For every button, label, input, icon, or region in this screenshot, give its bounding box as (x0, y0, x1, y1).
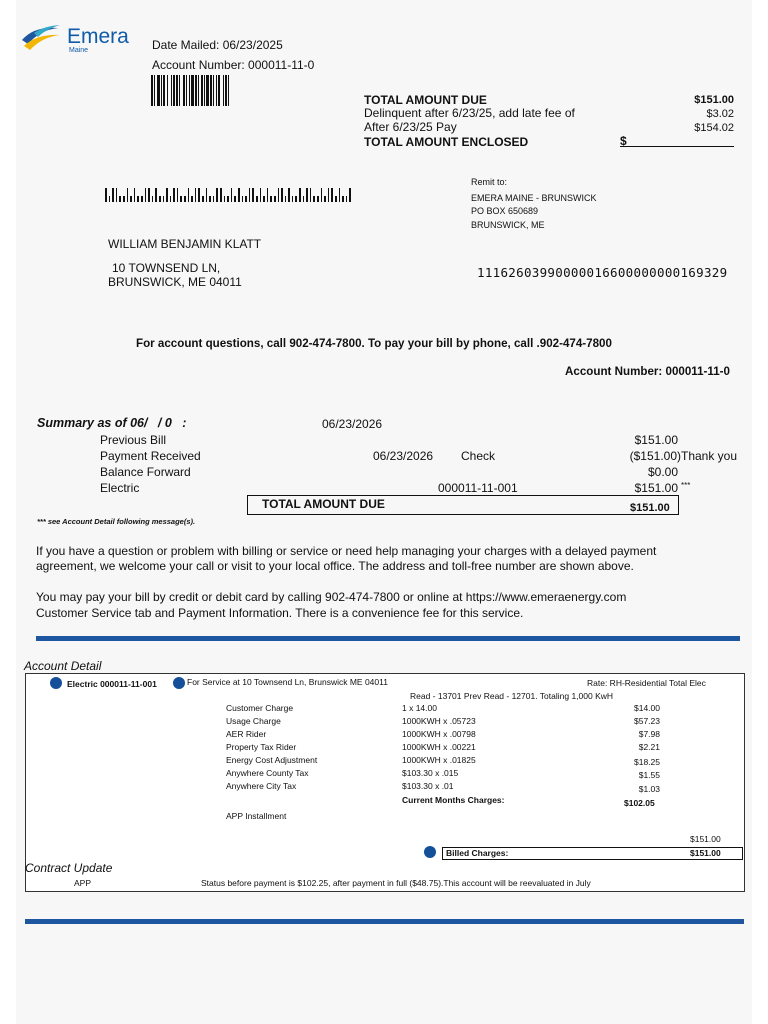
postal-bar (163, 196, 165, 202)
postal-bar (299, 188, 301, 202)
postal-bar (134, 188, 136, 202)
message-2-line1: You may pay your bill by credit or debit card by calling 902-474-7800 or online at https://www.emeraenergy.com (36, 590, 627, 604)
postal-bar (295, 196, 297, 202)
postal-bar (206, 188, 208, 202)
summary-row-label: Previous Bill (100, 433, 167, 447)
contact-line: For account questions, call 902-474-7800. To pay your bill by phone, call .902-474-7800 (136, 337, 612, 350)
summary-row-label: Electric (100, 481, 140, 495)
stub-enclosed-dollar: $ (620, 134, 627, 148)
postal-bar (112, 188, 114, 202)
contact-account-number: Account Number: 000011-11-0 (565, 365, 730, 378)
postal-bar (184, 196, 186, 202)
postal-bar (130, 196, 132, 202)
postal-bar (252, 188, 254, 202)
postal-bar (324, 196, 326, 202)
summary-row-amount: $151.00 (634, 433, 678, 447)
charge-label: Anywhere City Tax (226, 781, 297, 791)
charge-calc: 1 x 14.00 (402, 703, 437, 713)
charge-amount: $14.00 (634, 703, 660, 713)
postal-bar (328, 188, 330, 202)
summary-row-date: 06/23/2026 (373, 449, 434, 463)
account-detail-title: Account Detail (24, 659, 102, 673)
stub-total-due-value: $151.00 (694, 94, 734, 106)
postal-bar (224, 196, 226, 202)
postal-bar (260, 188, 262, 202)
app-installment-label: APP Installment (226, 811, 287, 821)
postal-bar (342, 196, 344, 202)
logo-wordmark: Emera (67, 25, 129, 48)
postal-bar (310, 188, 312, 202)
postal-bar (105, 188, 107, 202)
summary-total-label: TOTAL AMOUNT DUE (262, 497, 385, 511)
stub-enclosed-field[interactable] (620, 134, 734, 147)
charge-amount: $18.25 (634, 757, 660, 767)
postal-bar (109, 196, 111, 202)
message-1-line1: If you have a question or problem with billing or service or need help managing your charges with a delayed payment (36, 544, 657, 558)
stub-enclosed-label: TOTAL AMOUNT ENCLOSED (364, 135, 529, 149)
bullet-service-icon (173, 677, 185, 689)
summary-row-label: Payment Received (100, 449, 201, 463)
stub-late-value: $3.02 (706, 108, 734, 120)
date-mailed: Date Mailed: 06/23/2025 (152, 38, 283, 52)
postal-bar (145, 188, 147, 202)
summary-row-amount: $151.00 (634, 481, 678, 495)
summary-row-amount: $0.00 (647, 465, 678, 479)
charge-calc: 1000KWH x .00221 (402, 742, 476, 752)
postal-bar (306, 188, 308, 202)
postal-bar (242, 196, 244, 202)
charge-amount: $2.21 (638, 742, 660, 752)
postal-bar (166, 188, 168, 202)
charge-label: Usage Charge (226, 716, 281, 726)
emera-logo (20, 20, 130, 54)
postal-bar (127, 188, 129, 202)
summary-row-method: 000011-11-001 (438, 481, 518, 495)
remit-label: Remit to: (471, 177, 508, 187)
postal-bar (116, 188, 118, 202)
contract-app: APP (74, 878, 92, 888)
scanline: 11162603990000016600000000169329 (477, 265, 728, 280)
contract-status: Status before payment is $102.25, after payment in full ($48.75).This account will be reevaluated in July (201, 878, 591, 888)
postal-bar (256, 196, 258, 202)
postal-bar (270, 196, 272, 202)
remit-line2: PO BOX 650689 (471, 206, 539, 216)
detail-service: For Service at 10 Townsend Ln, Brunswick ME 04011 (187, 677, 388, 687)
customer-name: WILLIAM BENJAMIN KLATT (108, 237, 262, 251)
billed-charges-value: $151.00 (690, 848, 721, 858)
postal-bar (195, 188, 197, 202)
charge-calc: 1000KWH x .01825 (402, 755, 476, 765)
summary-row-note: Thank you (681, 449, 738, 463)
charge-label: AER Rider (226, 729, 267, 739)
charge-amount: $1.55 (638, 770, 660, 780)
divider-bar-bottom (25, 919, 744, 924)
charge-label: Energy Cost Adjustment (226, 755, 318, 765)
summary-row-amount: ($151.00) (629, 449, 681, 463)
barcode-bar (229, 75, 231, 106)
postal-bar (263, 196, 265, 202)
postal-bar (216, 188, 218, 202)
account-barcode (151, 75, 261, 106)
stub-late-label: Delinquent after 6/23/25, add late fee of (364, 106, 575, 120)
postal-bar (202, 196, 204, 202)
postal-bar (152, 196, 154, 202)
postal-barcode (105, 186, 355, 202)
header-account-number: Account Number: 000011-11-0 (152, 58, 315, 72)
postal-bar (249, 188, 251, 202)
bill-page (16, 0, 752, 1024)
postal-bar (123, 196, 125, 202)
postal-bar (339, 188, 341, 202)
postal-bar (303, 196, 305, 202)
postal-bar (177, 188, 179, 202)
postal-bar (292, 196, 294, 202)
logo-region: Maine (69, 47, 89, 54)
charge-label: Customer Charge (226, 703, 294, 713)
charge-amount: $57.23 (634, 716, 660, 726)
remit-line1: EMERA MAINE - BRUNSWICK (471, 193, 597, 203)
summary-row-method: Check (461, 449, 496, 463)
postal-bar (245, 196, 247, 202)
postal-bar (198, 188, 200, 202)
postal-bar (274, 196, 276, 202)
current-charges-value: $102.05 (624, 798, 655, 808)
summary-footnote: *** see Account Detail following message(s). (37, 517, 196, 526)
postal-bar (188, 188, 190, 202)
postal-bar (191, 196, 193, 202)
account-detail-box (25, 673, 745, 892)
postal-bar (346, 196, 348, 202)
summary-title: Summary as of 06/ / 0 : (37, 416, 187, 430)
summary-row-note: *** (681, 481, 691, 490)
divider-bar-top (36, 636, 740, 641)
postal-bar (331, 188, 333, 202)
postal-bar (213, 196, 215, 202)
bullet-account-icon (50, 677, 62, 689)
detail-read: Read - 13701 Prev Read - 12701. Totaling 1,000 KwH (410, 691, 614, 701)
charge-amount: $7.98 (638, 729, 660, 739)
postal-bar (313, 196, 315, 202)
summary-total-value: $151.00 (630, 502, 670, 514)
message-1-line2: agreement, we welcome your call or visit to your local office. The address and toll-free number are shown above. (36, 559, 634, 573)
postal-bar (173, 188, 175, 202)
summary-date: 06/23/2026 (322, 417, 383, 431)
contract-update-title: Contract Update (25, 861, 113, 875)
postal-bar (349, 188, 351, 202)
billed-charges-label: Billed Charges: (446, 848, 509, 858)
charge-calc: $103.30 x .01 (402, 781, 454, 791)
postal-bar (238, 188, 240, 202)
charge-label: Anywhere County Tax (226, 768, 309, 778)
postal-bar (155, 188, 157, 202)
remit-line3: BRUNSWICK, ME (471, 220, 545, 230)
message-2-line2: Customer Service tab and Payment Information. There is a convenience fee for this service. (36, 606, 524, 620)
postal-bar (137, 196, 139, 202)
postal-bar (141, 196, 143, 202)
postal-bar (288, 188, 290, 202)
postal-bar (231, 188, 233, 202)
postal-bar (317, 196, 319, 202)
stub-after-value: $154.02 (694, 122, 734, 134)
postal-bar (321, 188, 323, 202)
current-charges-label: Current Months Charges: (402, 795, 505, 805)
charge-amount: $1.03 (638, 784, 660, 794)
postal-bar (285, 196, 287, 202)
postal-bar (148, 188, 150, 202)
summary-row-label: Balance Forward (100, 465, 191, 479)
postal-bar (209, 196, 211, 202)
postal-bar (267, 188, 269, 202)
customer-street: 10 TOWNSEND LN, (112, 261, 221, 275)
postal-bar (234, 196, 236, 202)
charge-label: Property Tax Rider (226, 742, 297, 752)
postal-bar (281, 188, 283, 202)
stub-total-due-label: TOTAL AMOUNT DUE (364, 93, 487, 107)
postal-bar (220, 188, 222, 202)
postal-bar (170, 196, 172, 202)
app-installment-value: $151.00 (690, 834, 721, 844)
customer-city: BRUNSWICK, ME 04011 (108, 275, 242, 289)
bullet-billed-icon (424, 846, 436, 858)
detail-rate: Rate: RH-Residential Total Elec (587, 678, 706, 688)
emera-swoosh-icon (20, 20, 64, 52)
stub-after-label: After 6/23/25 Pay (364, 120, 457, 134)
charge-calc: 1000KWH x .00798 (402, 729, 476, 739)
postal-bar (227, 196, 229, 202)
detail-account: Electric 000011-11-001 (67, 679, 157, 689)
charge-calc: 1000KWH x .05723 (402, 716, 476, 726)
postal-bar (278, 188, 280, 202)
postal-bar (335, 196, 337, 202)
postal-bar (180, 196, 182, 202)
charge-calc: $103.30 x .015 (402, 768, 459, 778)
postal-bar (159, 196, 161, 202)
postal-bar (119, 196, 121, 202)
